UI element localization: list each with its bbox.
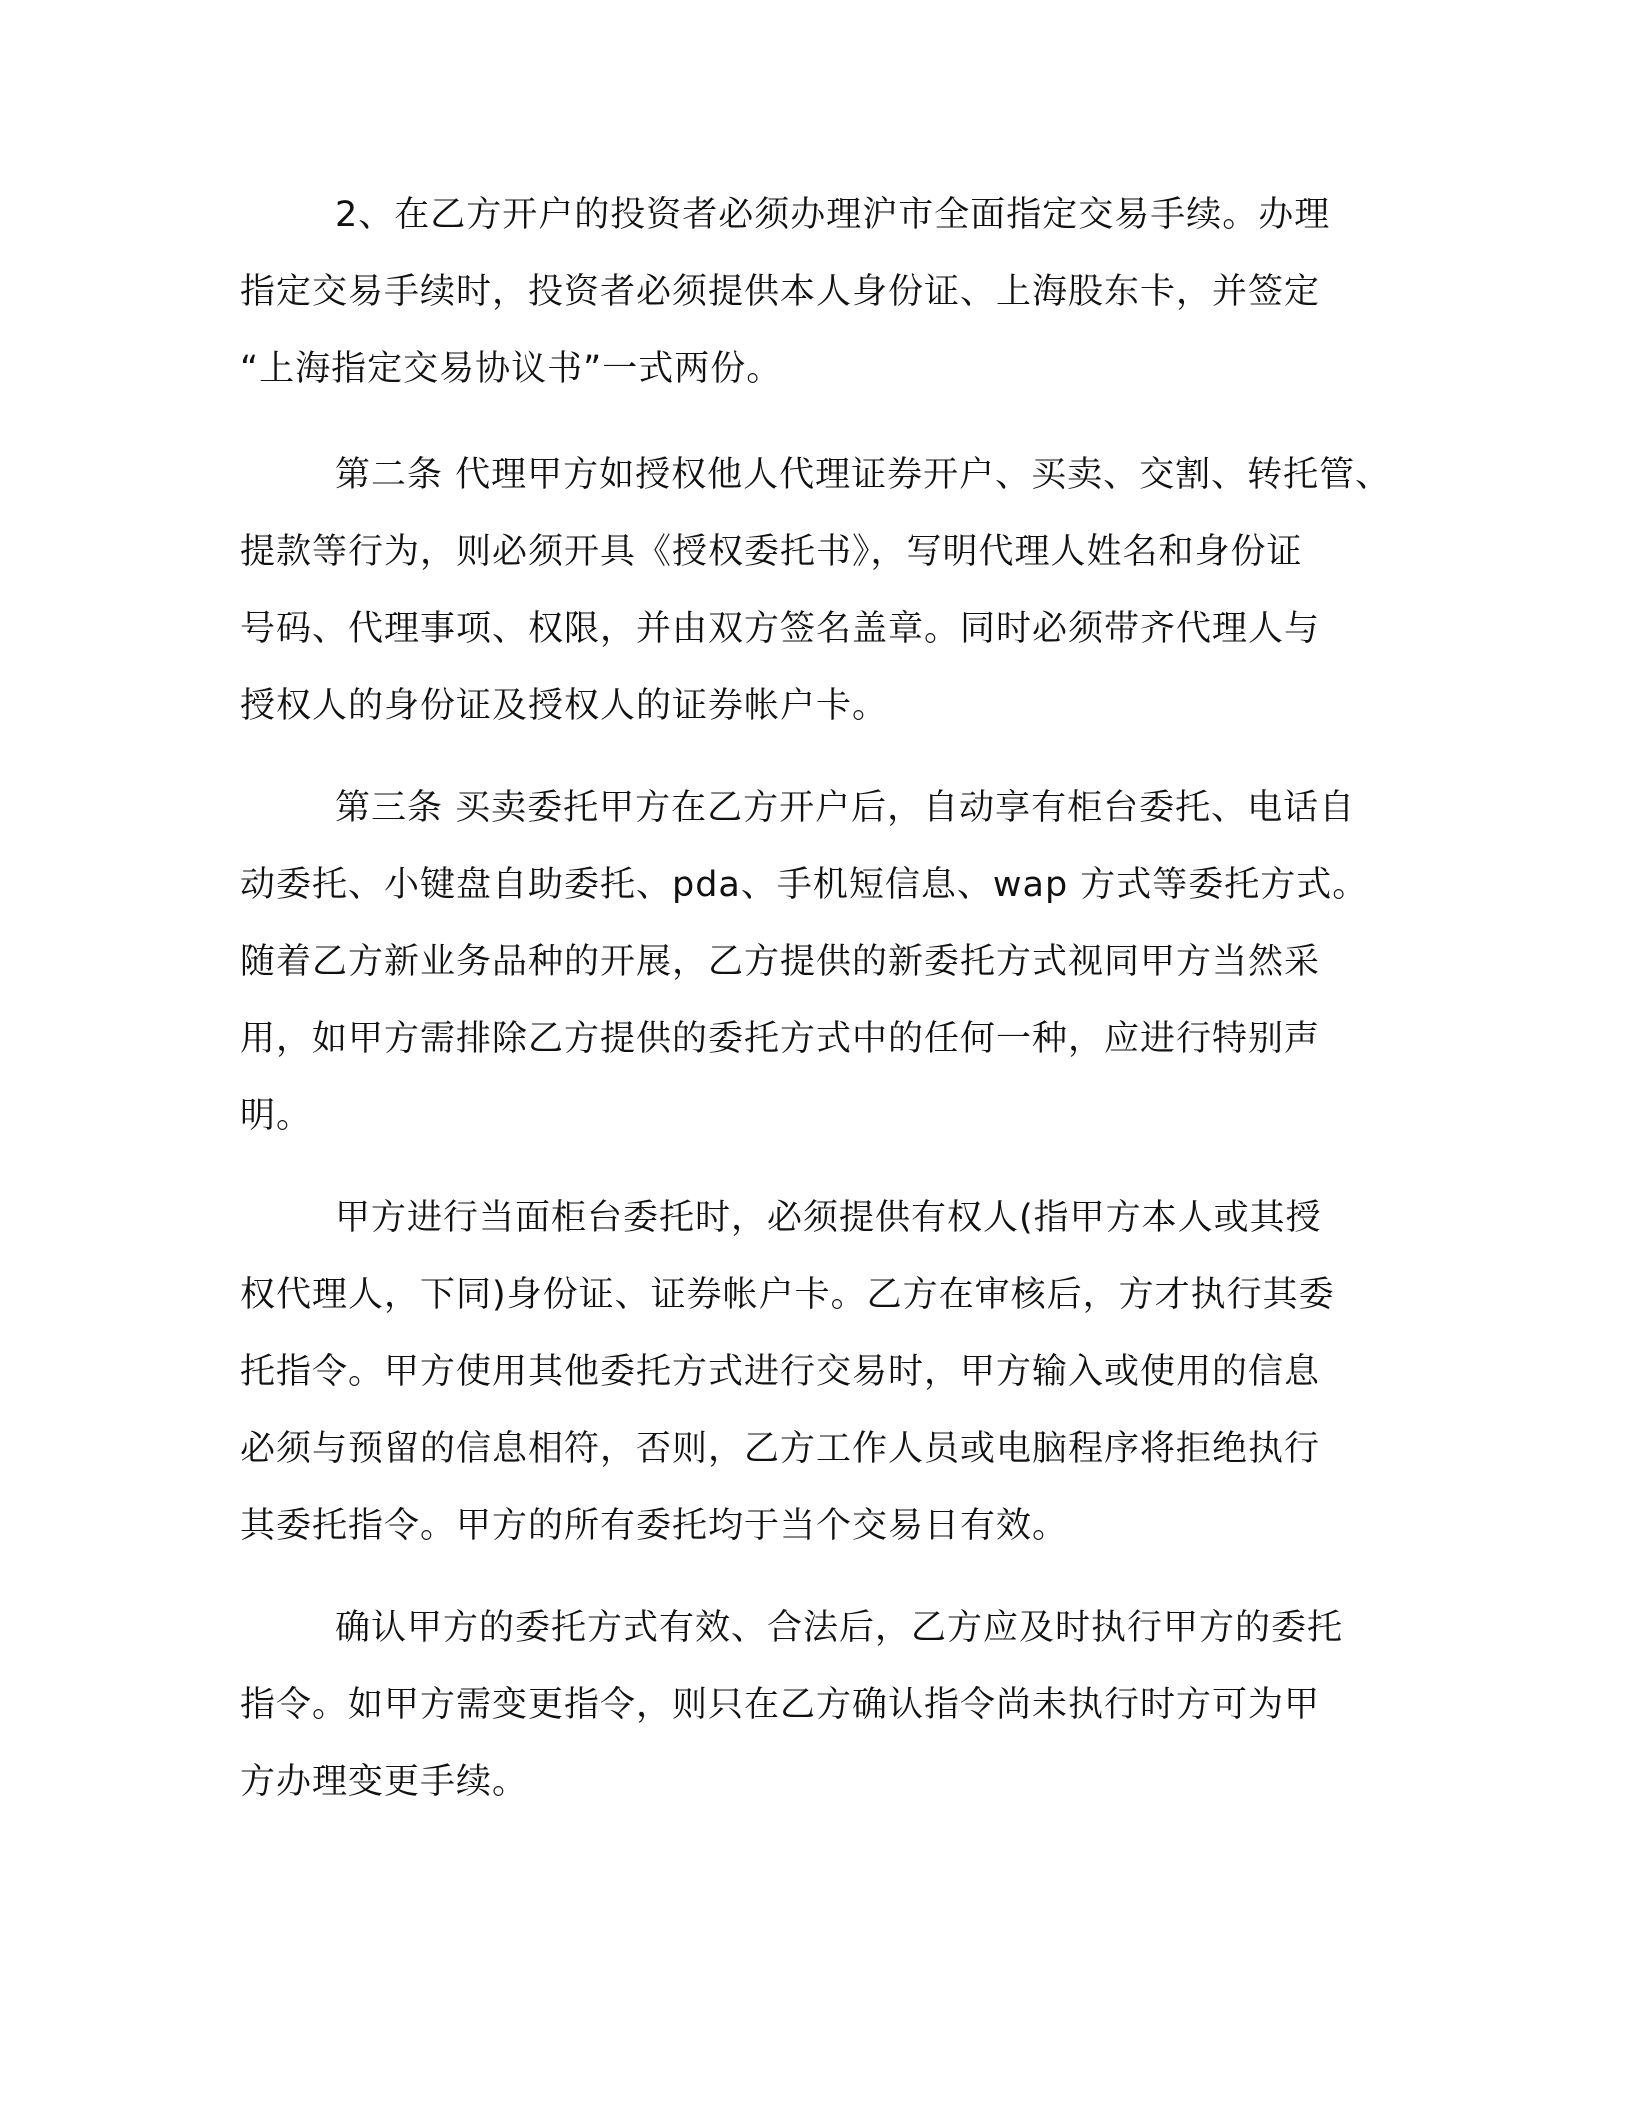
- text-line: 必须与预留的信息相符，否则，乙方工作人员或电脑程序将拒绝执行: [240, 1429, 1321, 1469]
- paragraph-counter-entrustment: [240, 1180, 1420, 1565]
- text-line: “上海指定交易协议书”一式两份。: [240, 349, 783, 389]
- text-line: 随着乙方新业务品种的开展，乙方提供的新委托方式视同甲方当然采: [240, 942, 1321, 982]
- text-line: 方办理变更手续。: [240, 1762, 529, 1802]
- text-line: 甲方进行当面柜台委托时，必须提供有权人(指甲方本人或其授: [335, 1198, 1322, 1238]
- paragraph-article-two: [240, 437, 1420, 745]
- text-line: 用，如甲方需排除乙方提供的委托方式中的任何一种，应进行特别声: [240, 1019, 1321, 1059]
- text-line: 2、在乙方开户的投资者必须办理沪市全面指定交易手续。办理: [335, 195, 1331, 235]
- text-line: 提款等行为，则必须开具《授权委托书》，写明代理人姓名和身份证: [240, 532, 1303, 572]
- text-line: 授权人的身份证及授权人的证券帐户卡。: [240, 686, 889, 726]
- text-line: 号码、代理事项、权限，并由双方签名盖章。同时必须带齐代理人与: [240, 609, 1321, 649]
- text-line: 明。: [240, 1096, 313, 1136]
- text-line: 第三条 买卖委托甲方在乙方开户后，自动享有柜台委托、电话自: [335, 788, 1356, 828]
- text-line: 动委托、小键盘自助委托、pda、手机短信息、wap 方式等委托方式。: [240, 865, 1369, 905]
- paragraph-article-three: [240, 770, 1420, 1155]
- paragraph-account-designation: [240, 177, 1420, 408]
- text-line: 指定交易手续时，投资者必须提供本人身份证、上海股东卡，并签定: [240, 272, 1321, 312]
- text-line: 确认甲方的委托方式有效、合法后，乙方应及时执行甲方的委托: [335, 1608, 1344, 1648]
- text-line: 指令。如甲方需变更指令，则只在乙方确认指令尚未执行时方可为甲: [240, 1685, 1321, 1725]
- text-line: 托指令。甲方使用其他委托方式进行交易时，甲方输入或使用的信息: [240, 1352, 1321, 1392]
- text-line: 其委托指令。甲方的所有委托均于当个交易日有效。: [240, 1506, 1069, 1546]
- text-line: 权代理人，下同)身份证、证券帐户卡。乙方在审核后，方才执行其委: [240, 1275, 1335, 1315]
- text-line: 第二条 代理甲方如授权他人代理证券开户、买卖、交割、转托管、: [335, 455, 1392, 495]
- paragraph-confirm-entrustment: [240, 1590, 1420, 1821]
